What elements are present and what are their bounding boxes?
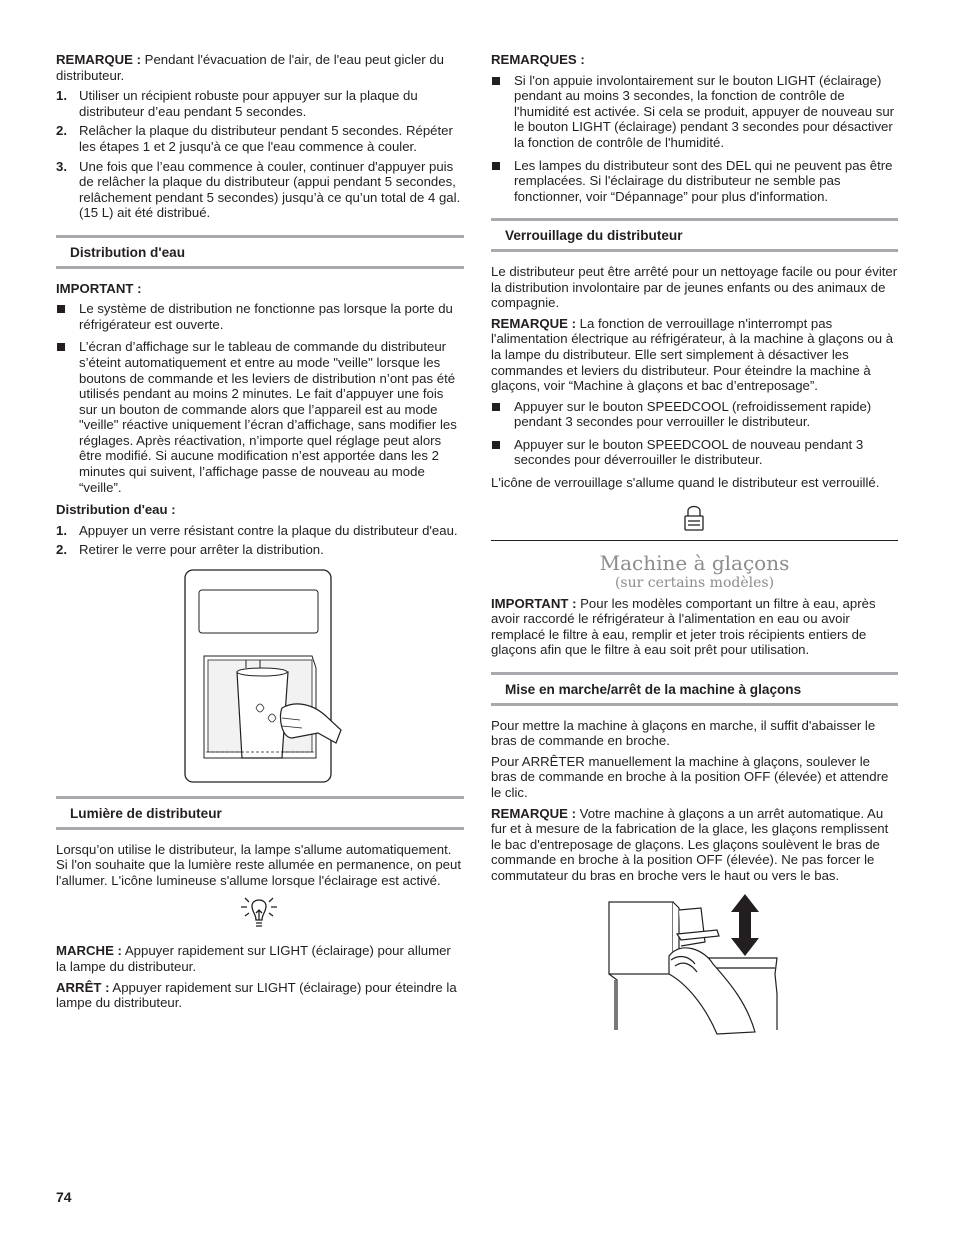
list-item: 2. Retirer le verre pour arrêter la distribution.	[56, 542, 324, 558]
marche-paragraph: MARCHE : Appuyer rapidement sur LIGHT (éclairage) pour allumer la lampe du distributeur.	[56, 943, 451, 974]
section-heading-verrouillage: Verrouillage du distributeur	[491, 218, 898, 252]
mise-remarque: REMARQUE : Votre machine à glaçons a un arrêt automatique. Au fur et à mesure de la fabrication de la glace, les glaçons remplissent le bac d'entreposage de glaçons. Les glaçons soulèvent le bras de commande en broche à la position OFF (élevée). Ne pas forcer le commutateur du bras en broche vers le haut ou vers le bas.	[491, 805, 889, 883]
distribution-subheading: Distribution d'eau :	[56, 502, 176, 518]
remarque-paragraph: REMARQUE : Pendant l'évacuation de l'air, de l'eau peut gicler du distributeur.	[56, 52, 445, 83]
verrouillage-icon-text: L'icône de verrouillage s'allume quand le distributeur est verrouillé.	[491, 475, 880, 491]
verrouillage-remarque: REMARQUE : La fonction de verrouillage n'interrompt pas l'alimentation électrique au réfrigérateur, à la machine à glaçons ou à la lampe du distributeur. Elle sert simplement à désactiver les commandes et leviers du distributeur. Pour éteindre la machine à glaçons, voir “Machine à glaçons et bac d’entreposage”.	[491, 315, 894, 394]
distribution-steps	[56, 523, 464, 558]
important-label: IMPORTANT :	[56, 280, 142, 296]
mise-paragraph-2: Pour ARRÊTER manuellement la machine à glaçons, soulever le bras de commande en broche à la position OFF (élevée) et attendre le clic.	[491, 753, 889, 800]
lightbulb-icon	[56, 893, 464, 943]
icemaker-drawing	[491, 894, 898, 1044]
list-item: 2. Relâcher la plaque du distributeur pendant 5 secondes. Répéter les étapes 1 et 2 jusqu'à ce que l'eau commence à couler.	[56, 123, 453, 154]
machine-title: Machine à glaçons	[599, 550, 790, 575]
list-item: 3. Une fois que l’eau commence à couler, continuer d'appuyer puis de relâcher la plaque du distributeur (appui pendant 5 secondes, relâchement pendant 5 secondes) jusqu’à ce qu’un total de 4 gal. (15 L) ait été distribué.	[56, 158, 461, 221]
remarques-list	[491, 73, 898, 205]
dispenser-drawing	[56, 568, 464, 788]
left-column	[56, 52, 464, 1016]
verrouillage-paragraph: Le distributeur peut être arrêté pour un nettoyage facile ou pour éviter la distribution involontaire par de jeunes enfants ou des animaux de compagnie.	[491, 263, 898, 311]
machine-subtitle: (sur certains modèles)	[614, 574, 775, 591]
important-list	[56, 301, 464, 495]
list-item: Les lampes du distributeur sont des DEL qui ne peuvent pas être remplacées. Si l'éclairage du distributeur ne semble pas fonctionner, voir “Dépannage” pour plus d'information.	[491, 158, 898, 205]
verrouillage-list	[491, 399, 898, 468]
page-number: 74	[56, 1189, 72, 1205]
list-item: Le système de distribution ne fonctionne pas lorsque la porte du réfrigérateur est ouverte.	[56, 301, 464, 332]
remarques-label: REMARQUES :	[491, 52, 585, 67]
list-item: L’écran d’affichage sur le tableau de commande du distributeur s’éteint automatiquement et entre au mode "veille" lorsque les boutons de commande et les leviers de distribution n’ont pas été utilisés pendant au moins 2 minutes. Le fait d’appuyer une fois sur un bouton de commande alors que l’appareil est au mode "veille" réactive uniquement l’écran d’affichage, sans modifier les réglages. Après réactivation, n’importe quel réglage peut alors être modifié. Si aucune modification n’est apportée dans les 2 minutes qui suivent, l’affichage passe de nouveau au mode “veille”.	[56, 339, 464, 495]
list-item: Appuyer sur le bouton SPEEDCOOL (refroidissement rapide) pendant 3 secondes pour verrouiller le distributeur.	[491, 399, 898, 430]
section-heading-distribution: Distribution d'eau	[56, 235, 464, 269]
dispenser-illustration	[56, 568, 464, 788]
list-item: Appuyer sur le bouton SPEEDCOOL de nouveau pendant 3 secondes pour déverrouiller le distributeur.	[491, 437, 898, 468]
arret-paragraph: ARRÊT : Appuyer rapidement sur LIGHT (éclairage) pour éteindre la lampe du distributeur.	[56, 979, 457, 1011]
icemaker-illustration	[491, 894, 898, 1044]
lock-icon	[491, 496, 898, 540]
lock-icon-wrap	[491, 496, 898, 540]
list-item: 1. Appuyer un verre résistant contre la plaque du distributeur d'eau.	[56, 522, 458, 538]
list-item: 1. Utiliser un récipient robuste pour appuyer sur la plaque du distributeur d’eau pendant 5 secondes.	[56, 88, 418, 119]
right-column	[491, 52, 898, 1044]
purge-steps	[56, 88, 464, 221]
section-heading-mise: Mise en marche/arrêt de la machine à glaçons	[491, 672, 898, 706]
section-heading-lumiere: Lumière de distributeur	[56, 796, 464, 830]
machine-important: IMPORTANT : Pour les modèles comportant un filtre à eau, après avoir raccordé le réfrigérateur à l'alimentation en eau ou avoir remplacé le filtre à eau, remplir et jeter trois récipients entiers de glaçons afin que le filtre à eau soit prêt pour utilisation.	[491, 595, 876, 658]
light-icon	[56, 893, 464, 943]
mise-paragraph-1: Pour mettre la machine à glaçons en marche, il suffit d'abaisser le bras de commande en broche.	[491, 717, 876, 749]
list-item: Si l'on appuie involontairement sur le bouton LIGHT (éclairage) pendant au moins 3 secondes, la fonction de contrôle de l'humidité est activée. Si cela se produit, appuyer de nouveau sur le bouton LIGHT (éclairage) pendant 3 secondes pour désactiver la fonction de contrôle de l'humidité.	[491, 73, 898, 151]
lumiere-paragraph: Lorsqu’on utilise le distributeur, la lampe s'allume automatiquement. Si l'on souhaite que la lumière reste allumée en permanence, on peut l'allumer. L'icône lumineuse s'allume lorsque l'éclairage est activé.	[56, 841, 461, 888]
